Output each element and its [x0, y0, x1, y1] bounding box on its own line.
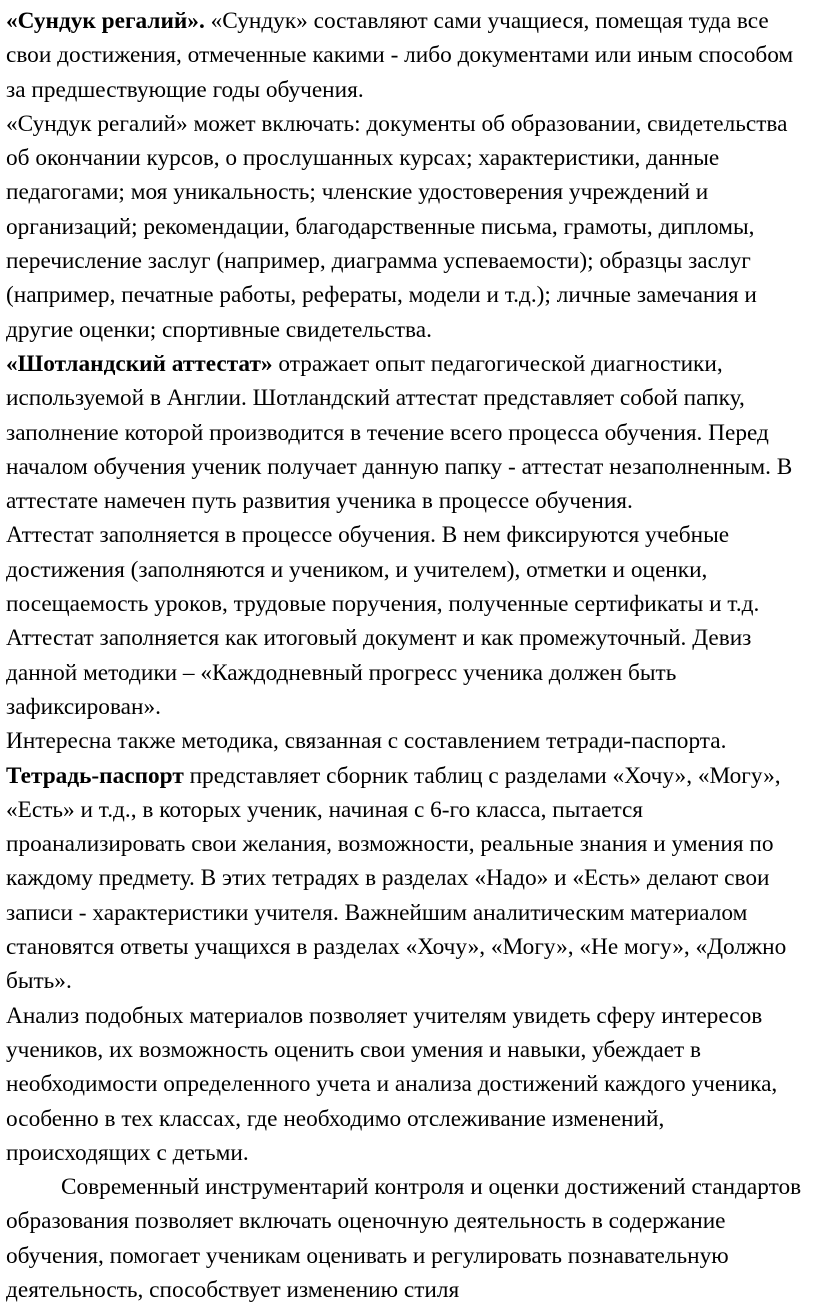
paragraph-modern-tools: [6, 1170, 812, 1307]
term-scottish-certificate: «Шотландский аттестат»: [6, 350, 273, 377]
term-passport-notebook: Тетрадь-паспорт: [6, 762, 184, 789]
paragraph-text: «Сундук» составляют сами учащиеся, помещая туда все свои достижения, отмеченные какими - либо документами или иным способом за предшествующие годы обучения.: [6, 8, 794, 103]
paragraph-sunduk-contents: [6, 107, 812, 347]
paragraph-text: Интересна также методика, связанная с составлением тетради-паспорта.: [6, 728, 727, 755]
paragraph-text: «Сундук регалий» может включать: документы об образовании, свидетельства об окончании курсов, о прослушанных курсах; характеристики, данные педагогами; моя уникальность; членские удостоверения учреждений и организаций; рекомендации, благодарственные письма, грамоты, дипломы, перечисление заслуг (например, диаграмма успеваемости); образцы заслуг (например, печатные работы, рефераты, модели и т.д.); личные замечания и другие оценки; спортивные свидетельства.: [6, 110, 788, 343]
term-sunduk-regaliy: «Сундук регалий».: [6, 8, 205, 34]
paragraph-text: Современный инструментарий контроля и оценки достижений стандартов образования позволяет включать оценочную деятельность в содержание обучения, помогает ученикам оценивать и регулировать познавательную деятельность, способствует изменению стиля: [6, 1174, 802, 1303]
paragraph-analysis: [6, 999, 812, 1170]
paragraph-passport-notebook: [6, 759, 812, 999]
paragraph-text: Аттестат заполняется в процессе обучения. В нем фиксируются учебные достижения (заполняются и учеником, и учителем), отметки и оценки, посещаемость уроков, трудовые поручения, полученные сертификаты и т.д. Аттестат заполняется как итоговый документ и как промежуточный. Девиз данной методики – «Каждодневный прогресс ученика должен быть зафиксирован».: [6, 522, 760, 720]
paragraph-text: отражает опыт педагогической диагностики, используемой в Англии. Шотландский аттестат представляет собой папку, заполнение которой производится в течение всего процесса обучения. Перед началом обучения ученик получает данную папку - аттестат незаполненным. В аттестате намечен путь развития ученика в процессе обучения.: [6, 350, 793, 515]
paragraph-text: Анализ подобных материалов позволяет учителям увидеть сферу интересов учеников, их возможность оценить свои умения и навыки, убеждает в необходимости определенного учета и анализа достижений каждого ученика, особенно в тех классах, где необходимо отслеживание изменений, происходящих с детьми.: [6, 1002, 778, 1166]
paragraph-text: представляет сборник таблиц с разделами «Хочу», «Могу», «Есть» и т.д., в которых ученик, начиная с 6-го класса, пытается проанализировать свои желания, возможности, реальные знания и умения по каждому предмету. В этих тетрадях в разделах «Надо» и «Есть» делают свои записи - характеристики учителя. Важнейшим аналитическим материалом становятся ответы учащихся в разделах «Хочу», «Могу», «Не могу», «Должно быть».: [6, 762, 787, 995]
paragraph-scottish-certificate: [6, 347, 812, 518]
paragraph-passport-method: [6, 724, 812, 758]
paragraph-sunduk-intro: [6, 4, 812, 107]
paragraph-certificate-filling: [6, 518, 812, 724]
